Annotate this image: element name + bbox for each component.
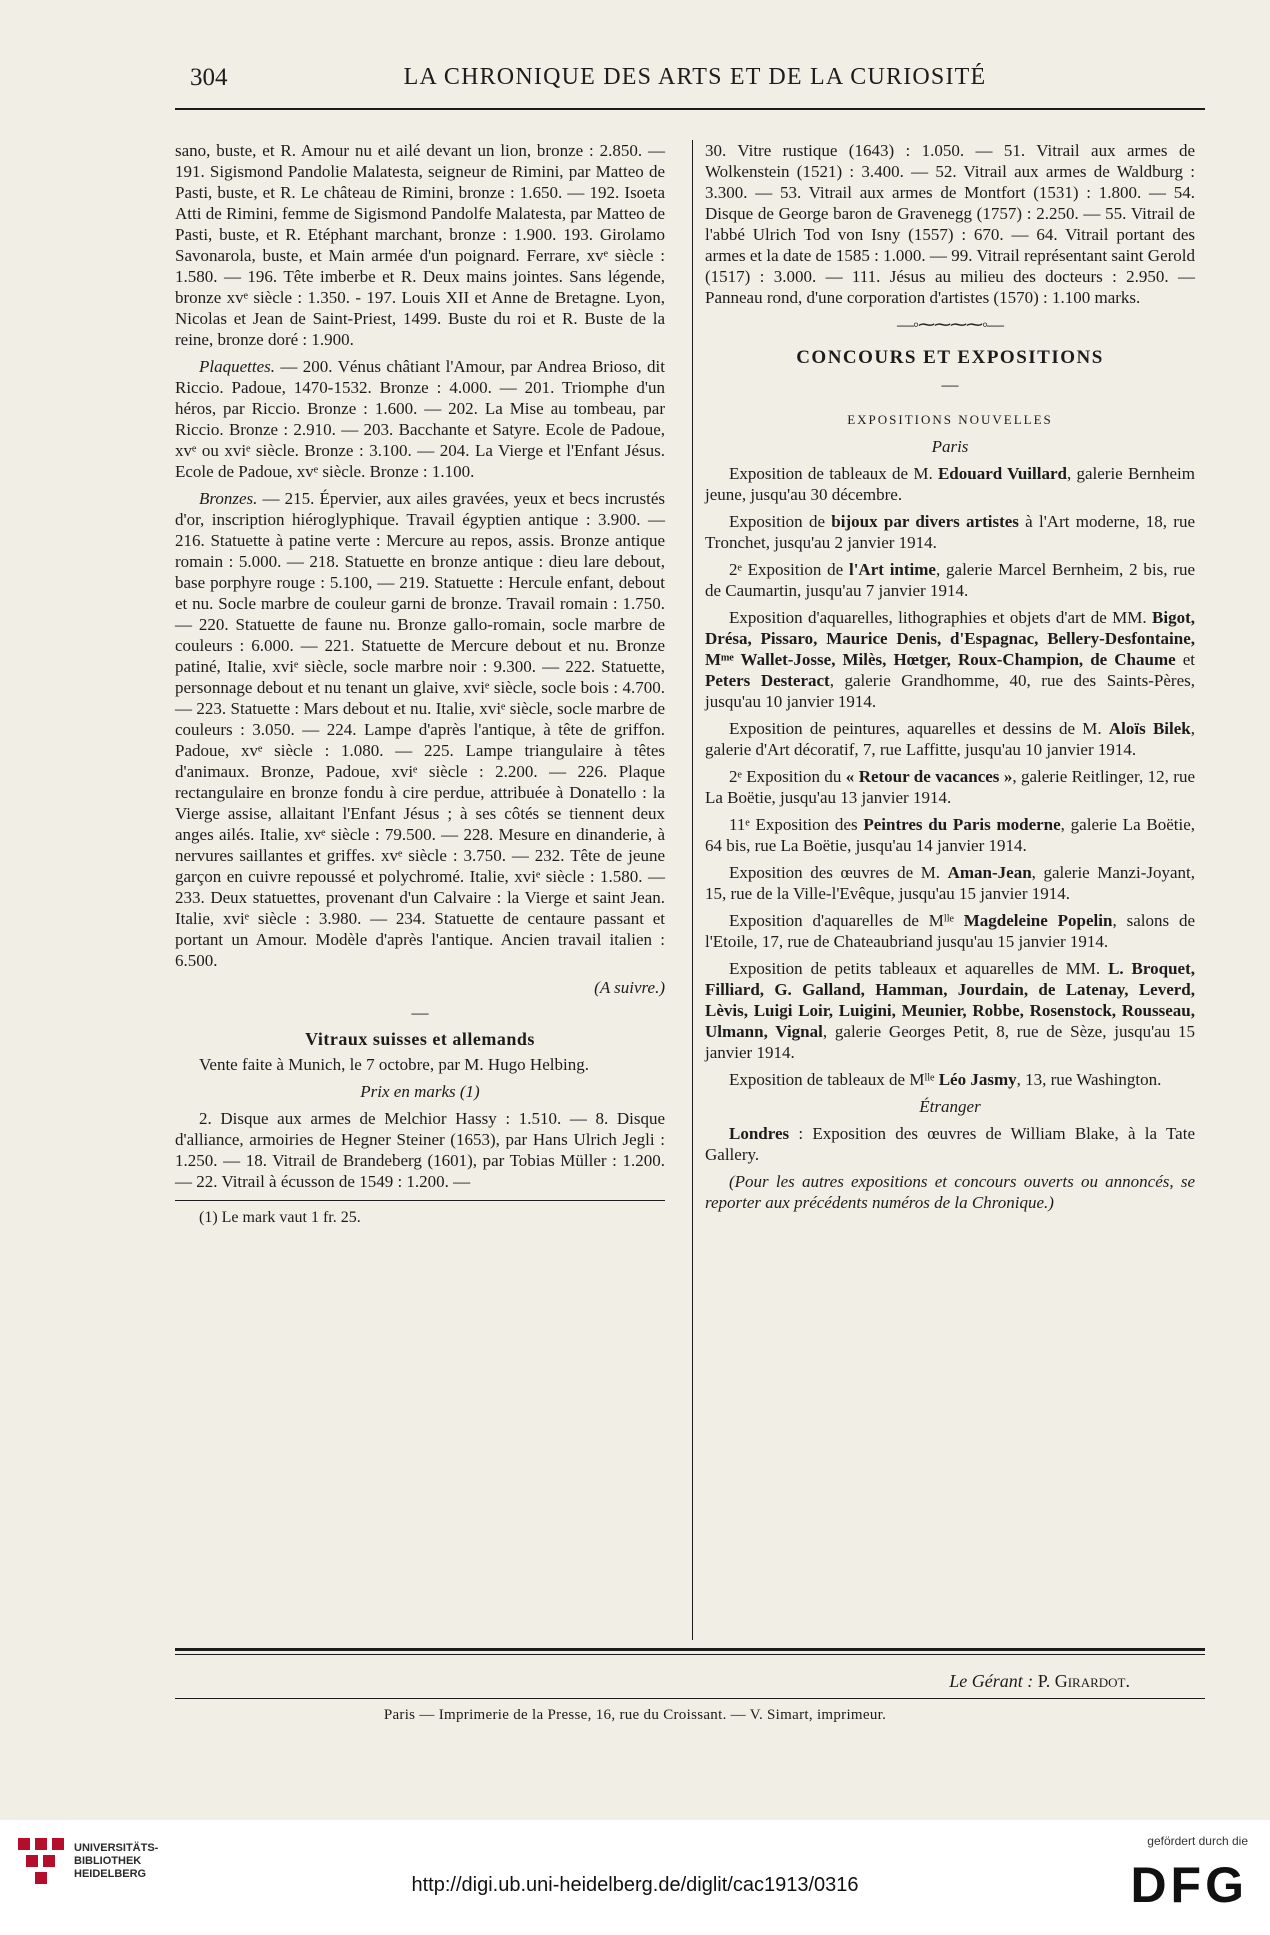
vitraux-continued: 30. Vitre rustique (1643) : 1.050. — 51. Vitrail aux armes de Wolkenstein (1521) : 3.400. — 52. Vitrail aux armes de Waldburg : 3.300. — 53. Vitrail aux armes de Montfort (1531) : 1.800. — 54. Disque de George baron de Gravenegg (1757) : 2.250. — 55. Vitrail de l'abbé Ulrich Tod von Isny (1557) : 670. — 64. Vitrail portant des armes et la date de 1585 : 1.000. — 99. Vitrail représentant saint Gerold (1517) : 3.000. — 111. Jésus au milieu des docteurs : 2.950. — Panneau rond, d'une corporation d'artistes (1570) : 1.100 marks. [705,141,1195,307]
expo-entry [705,463,1195,505]
right-column [705,140,1195,1219]
page-number: 304 [190,64,228,91]
expo-entry [705,958,1195,1063]
printer-line: Paris — Imprimerie de la Presse, 16, rue du Croissant. — V. Simart, imprimeur. [383,1707,887,1723]
expo-text: Exposition d'aquarelles, lithographies et objets d'art de MM. [729,608,1153,627]
gerant-label: Le Gérant : [949,1671,1034,1691]
header-rule [175,108,1205,110]
expo-text: , galerie Grandhomme, 40, rue des Saints-Pères, jusqu'au 10 janvier 1914. [705,671,1195,711]
expo-text: , galerie Bernheim jeune, jusqu'au 30 décembre. [705,464,1196,504]
expo-text: 2ᵉ Exposition de [729,560,849,579]
to-follow: (A suivre.) [594,978,665,997]
expo-artist: Peters Desteract [705,671,830,690]
footer-rule-thick [175,1648,1205,1651]
gerant-line [949,1671,1130,1692]
footnote: (1) Le mark vaut 1 fr. 25. [199,1209,361,1226]
expo-entry [705,511,1195,553]
source-url-link[interactable]: http://digi.ub.uni-heidelberg.de/diglit/cac1913/0316 [411,1874,859,1896]
ornament-divider: —◦⁓⁓⁓⁓◦— [896,315,1004,334]
closing-note [705,1171,1195,1213]
running-title: LA CHRONIQUE DES ARTS ET DE LA CURIOSITÉ [403,64,987,90]
expo-entry [705,766,1195,808]
expo-entry [705,718,1195,760]
expo-text: : Exposition des œuvres de William Blake, à la Tate Gallery. [705,1124,1195,1164]
city-etranger: Étranger [919,1097,981,1116]
expo-text: Exposition d'aquarelles de Mˡˡᵉ [729,911,964,930]
expo-artist: Léo Jasmy [938,1070,1017,1089]
price-unit-label: Prix en marks [360,1082,456,1101]
funder-block [1130,1834,1248,1914]
university-name-line: HEIDELBERG [74,1867,147,1880]
bronzes-paragraph [175,488,665,971]
expo-entry [705,814,1195,856]
expo-text: Exposition de petits tableaux et aquarelles de MM. [729,959,1109,978]
archive-bar [0,1820,1270,1935]
section-title-vitraux: Vitraux suisses et allemands [305,1029,535,1049]
expo-text: , galerie Marcel Bernheim, 2 bis, rue de Caumartin, jusqu'au 7 janvier 1914. [705,560,1195,600]
expo-text: 2ᵉ Exposition du [729,767,846,786]
expo-text: Exposition des œuvres de M. [729,863,948,882]
expo-entry [705,862,1195,904]
expo-text: Exposition de tableaux de Mˡˡᵉ [729,1070,939,1089]
funded-by-label: gefördert durch die [1147,1834,1248,1848]
expo-text: , galerie d'Art décoratif, 7, rue Laffitte, jusqu'au 10 janvier 1914. [705,719,1196,759]
expo-artist: Magdeleine Popelin [963,911,1113,930]
price-unit [175,1081,665,1102]
expo-text: , salons de l'Etoile, 17, rue de Chateaubriand jusqu'au 15 janvier 1914. [705,911,1195,951]
page-header [190,64,1200,96]
footnote-ref: (1) [455,1082,480,1101]
expo-entry [705,1069,1195,1090]
expo-text: à l'Art moderne, 18, rue Tronchet, jusqu'au 2 janvier 1914. [705,512,1195,552]
plaquettes-text: — 200. Vénus châtiant l'Amour, par Andrea Brioso, dit Riccio. Padoue, 1470-1532. Bronze : 4.000. — 201. Triomphe d'un héros, par Riccio. Bronze : 1.600. — 202. La Mise au tombeau, par Riccio. Bronze : 2.910. — 203. Bacchante et Satyre. Ecole de Padoue, xvᵉ ou xviᵉ siècle. Bronze : 3.100. — 204. La Vierge et l'Enfant Jésus. Ecole de Padoue, xvᵉ siècle. Bronze : 1.100. [175,357,665,481]
expo-entry [705,1123,1195,1165]
footnote-rule [175,1200,665,1201]
closing-text: (Pour les autres expositions et concours ouverts ou annoncés, se reporter aux précédents numéros de la Chronique.) [705,1172,1195,1212]
expo-text: , galerie Manzi-Joyant, 15, rue de la Ville-l'Evêque, jusqu'au 15 janvier 1914. [705,863,1195,903]
medals-continued: sano, buste, et R. Amour nu et ailé devant un lion, bronze : 2.850. — 191. Sigismond Pandolie Malatesta, seigneur de Rimini, par Matteo de Pasti, buste, et R. Le château de Rimini, bronze : 1.650. — 192. Isoeta Atti de Rimini, femme de Sigismond Pandolfe Malatesta, par Matteo de Pasti, buste, et R. Etéphant marchant, bronze : 1.900. 193. Girolamo Savonarola, buste, et Main armée d'un poignard. Ferrare, xvᵉ siècle : 1.580. — 196. Tête imberbe et R. Deux mains jointes. Sans légende, bronze xvᵉ siècle : 1.350. - 197. Louis XII et Anne de Bretagne. Lyon, Nicolas et Jean de Saint-Priest, 1499. Buste du roi et R. Buste de la reine, bronze doré : 1.900. [175,141,665,349]
expo-artist: Aloïs Bilek [1108,719,1191,738]
university-name-line: UNIVERSITÄTS- [74,1841,159,1854]
expo-artist: bijoux par divers artistes [831,512,1019,531]
expo-text: , galerie La Boëtie, 64 bis, rue La Boëtie, jusqu'au 14 janvier 1914. [705,815,1195,855]
city-paris: Paris [931,437,969,456]
subsection-expositions: EXPOSITIONS NOUVELLES [847,412,1053,427]
expo-city: Londres [729,1124,790,1143]
expo-artist: Bigot, Drésa, Pissaro, Maurice Denis, d'Espagnac, Bellery-Desfontaine, Mᵐᵉ Wallet-Josse, Milès, Hœtger, Roux-Champion, de Chaume [705,608,1195,669]
expo-entry [705,910,1195,952]
printer-rule [175,1698,1205,1699]
bronzes-text: — 215. Épervier, aux ailes gravées, yeux et becs incrustés d'or, inscription hiéroglyphique. Travail égyptien antique : 3.900. — 216. Statuette à patine verte : Mercure au repos, assis. Bronze antique romain : 5.000. — 218. Statuette en bronze antique : dieu lare debout, base porphyre rouge : 5.100, — 219. Statuette : Hercule enfant, debout et nu. Socle marbre de couleur garni de bronze. Travail romain : 1.750. — 220. Statuette de faune nu. Bronze gallo-romain, socle marbre de couleurs : 6.000. — 221. Statuette de Mercure debout et nu. Bronze patiné, Italie, xviᵉ siècle, socle marbre noir : 9.300. — 222. Statuette, personnage debout et nu tenant un glaive, xviᵉ siècle, socle bois : 4.700. — 223. Statuette : Mars debout et nu. Italie, xviᵉ siècle, socle marbre de couleurs : 3.050. — 224. Lampe d'après l'antique, à tête de griffon. Padoue, xvᵉ siècle : 1.080. — 225. Lampe triangulaire à têtes d'animaux. Bronze, Padoue, xviᵉ siècle : 2.200. — 226. Plaque rectangulaire en bronze fondu à cire perdue, attribuée à Donatello : la Vierge assise, allaitant l'Enfant Jésus ; à ses côtés se tiennent deux anges ailés. Italie, xvᵉ siècle : 79.500. — 228. Mesure en dinanderie, à nervures saillantes et griffes. xvᵉ siècle : 3.750. — 232. Tête de jeune garçon en cuivre repoussé et polychromé. Italie, xviᵉ siècle : 1.580. — 233. Deux statuettes, provenant d'un Calvaire : la Vierge et saint Jean. Italie, xviᵉ siècle : 3.980. — 234. Statuette de centaure passant et portant un Amour. Modèle d'après l'antique. Ancien travail italien : 6.500. [175,489,665,970]
footer-rule-thin [175,1654,1205,1655]
bronzes-label: Bronzes. [199,489,258,508]
expo-text: 11ᵉ Exposition des [729,815,864,834]
column-divider [692,140,693,1640]
expo-text: Exposition de tableaux de M. [729,464,938,483]
university-name-line: BIBLIOTHEK [74,1854,142,1867]
expo-artist: Edouard Vuillard [937,464,1067,483]
expo-artist: L. Broquet, Filliard, G. Galland, Hamman, Jourdain, de Latenay, Leverd, Lèvis, Luigi Loir, Luigini, Meunier, Robbe, Rosenstock, Rousseau, Ulmann, Vignal [705,959,1195,1041]
expo-text: Exposition de peintures, aquarelles et dessins de M. [729,719,1109,738]
expo-text: , galerie Georges Petit, 8, rue de Sèze, jusqu'au 15 janvier 1914. [705,1022,1196,1062]
expo-text: , galerie Reitlinger, 12, rue La Boëtie, jusqu'au 13 janvier 1914. [705,767,1195,807]
left-column [175,140,665,1234]
sale-intro: Vente faite à Munich, le 7 octobre, par M. Hugo Helbing. [199,1055,589,1074]
section-title-concours: CONCOURS ET EXPOSITIONS [796,347,1104,368]
expo-entry [705,559,1195,601]
section-dash: — [941,375,959,394]
vitraux-list: 2. Disque aux armes de Melchior Hassy : 1.510. — 8. Disque d'alliance, armoiries de Hegner Steiner (1653), par Hans Ulrich Jegli : 1.250. — 18. Vitrail de Brandeberg (1601), par Tobias Müller : 1.200. — 22. Vitrail à écusson de 1549 : 1.200. — [175,1109,665,1191]
expo-artist: Aman-Jean [947,863,1032,882]
expo-artist: Peintres du Paris moderne [863,815,1061,834]
dfg-logo[interactable]: DFG [1130,1857,1248,1913]
expo-artist: l'Art intime [848,560,936,579]
expo-text: et [1175,650,1195,669]
separator: — [411,1003,429,1022]
expo-text: Exposition de [729,512,832,531]
expo-artist: « Retour de vacances » [845,767,1013,786]
plaquettes-label: Plaquettes. [199,357,276,376]
expo-text: , 13, rue Washington. [1016,1070,1162,1089]
gerant-name: P. Girardot. [1033,1671,1130,1691]
expo-entry [705,607,1195,712]
plaquettes-paragraph [175,356,665,482]
